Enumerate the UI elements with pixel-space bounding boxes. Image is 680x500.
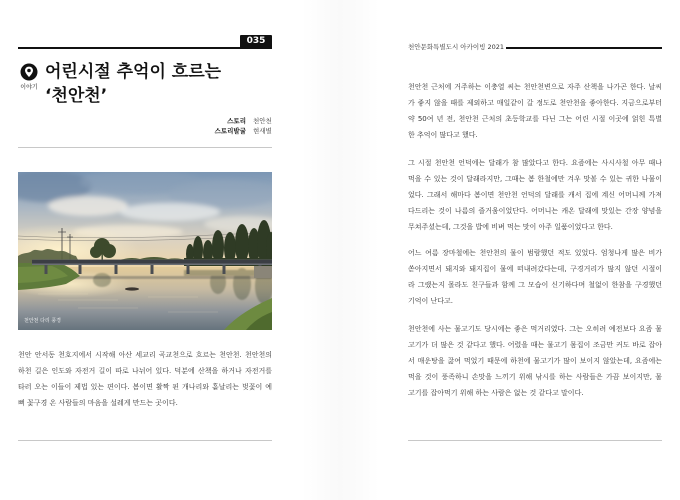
text-line: 무쳐주셨는데, 그것을 밥에 비벼 먹는 맛이 아주 일품이었다고 한다. — [408, 223, 613, 231]
text-line: 약 50여 년 전, 천안천 근처의 초등학교를 다닌 그는 어린 시절 이곳에 얽힌 특별 — [408, 115, 662, 123]
running-header: 천안문화특별도시 아카이빙 2021 — [408, 43, 505, 51]
text-line: 고기가 더 많은 것 같다고 했다. 어렸을 때는 물고기 몸집이 조금만 커도 바로 잡아 — [408, 341, 662, 349]
text-line: 천안천 근처에 거주하는 이충열 씨는 천안천변으로 자주 산책을 나가곤 한다. 날씨 — [408, 83, 662, 91]
credit-label: 스토리 — [227, 117, 246, 125]
text-line: 다드리는 것이 나름의 즐거움이었단다. 어머니는 캐온 달래에 맛있는 간장 양념을 — [408, 207, 662, 215]
credit-row-story — [180, 116, 272, 126]
text-line: 어느 여름 장마철에는 천안천의 물이 범람했던 적도 있었다. 엄청나게 많은 비가 — [408, 249, 662, 257]
text-line: 먹을 수 있는 것이 달래라지만, 그때는 봄 한철에만 겨우 맛볼 수 있는 귀한 나물이 — [408, 175, 662, 183]
riverside-building — [254, 266, 272, 278]
credits — [180, 116, 272, 136]
text-line: 기억이 난다고. — [408, 297, 454, 305]
spine-shadow — [300, 0, 380, 500]
credits-divider — [18, 147, 272, 148]
text-line: 하천 길은 인도와 자전거 길이 따로 나뉘어 있다. 덕분에 산책을 하거나 자전거를 — [18, 367, 272, 375]
text-line: 뻐 꽃구경 온 사람들의 마음을 설레게 만드는 곳이다. — [18, 399, 178, 407]
paragraph-4 — [408, 321, 662, 401]
text-line: 타러 오는 이들이 제법 있는 편이다. 봄이면 활짝 핀 개나리와 흩날리는 벚꽃이 예 — [18, 383, 272, 391]
paragraph-1 — [408, 79, 662, 143]
title-line: ‘천안천’ — [45, 86, 108, 106]
paragraph-3 — [408, 245, 662, 309]
paragraph-2 — [408, 155, 662, 235]
right-footer-rule — [408, 440, 662, 441]
location-pin-icon — [20, 63, 38, 81]
left-header-rule — [18, 47, 272, 49]
text-line: 천안천에 사는 물고기도 당시에는 좋은 먹거리였다. 그는 오히려 예전보다 요즘 물 — [408, 325, 662, 333]
rock-in-water — [125, 287, 139, 290]
text-line: 고기를 잡아먹기 위해 하는 사람은 없는 것 같다고 말이다. — [408, 389, 584, 397]
credit-row-discovery — [180, 126, 272, 136]
left-body-text — [18, 347, 272, 411]
text-line: 었다. 그래서 해마다 봄이면 천안천 언덕의 달래를 캐서 집에 계신 어머니께 가져 — [408, 191, 662, 199]
text-line: 그 시절 천안천 언덕에는 달래가 참 많았다고 한다. 요즘에는 사시사철 아무 때나 — [408, 159, 662, 167]
article-title — [45, 60, 221, 108]
title-line: 어린시절 추억이 흐르는 — [45, 62, 222, 82]
text-line: 가 좋지 않을 때를 제외하고 매일같이 갈 정도로 천안천을 좋아한다. 지금으로부터 — [408, 99, 662, 107]
text-line: 라 그랬는지 몰라도 친구들과 함께 그 모습이 신기하다며 철없이 한참을 구경했던 — [408, 281, 662, 289]
credit-value: 현새별 — [253, 127, 272, 135]
text-line: 서 매운탕을 끓여 먹었기 때문에 하천에 물고기가 많이 보이지 않았는데, 요즘에는 — [408, 357, 662, 365]
text-line: 한 추억이 많다고 했다. — [408, 131, 478, 139]
river-bridge-photo — [18, 172, 272, 330]
photo-caption: 천안천 다리 풍경 — [24, 318, 61, 324]
text-line: 천안 안서동 천호지에서 시작해 아산 세교리 곡교천으로 흐르는 천안천. 천안천의 — [18, 351, 272, 359]
page-number-tab: 035 — [240, 35, 272, 48]
text-line: 먹을 것이 풍족하니 손맛을 느끼기 위해 낚시를 하는 사람들은 가끔 보이지만, 물 — [408, 373, 662, 381]
text-line: 쏟아지면서 돼지와 돼지집이 물에 떠내려갔다는데, 구경거리가 많지 않던 시절이 — [408, 265, 662, 273]
left-footer-rule — [18, 440, 272, 441]
right-header-rule — [506, 47, 662, 49]
credit-value: 천안천 — [253, 117, 272, 125]
category-label: 이야기 — [20, 84, 38, 91]
credit-label: 스토리발굴 — [214, 127, 246, 135]
river-bridge-scene — [18, 172, 272, 330]
